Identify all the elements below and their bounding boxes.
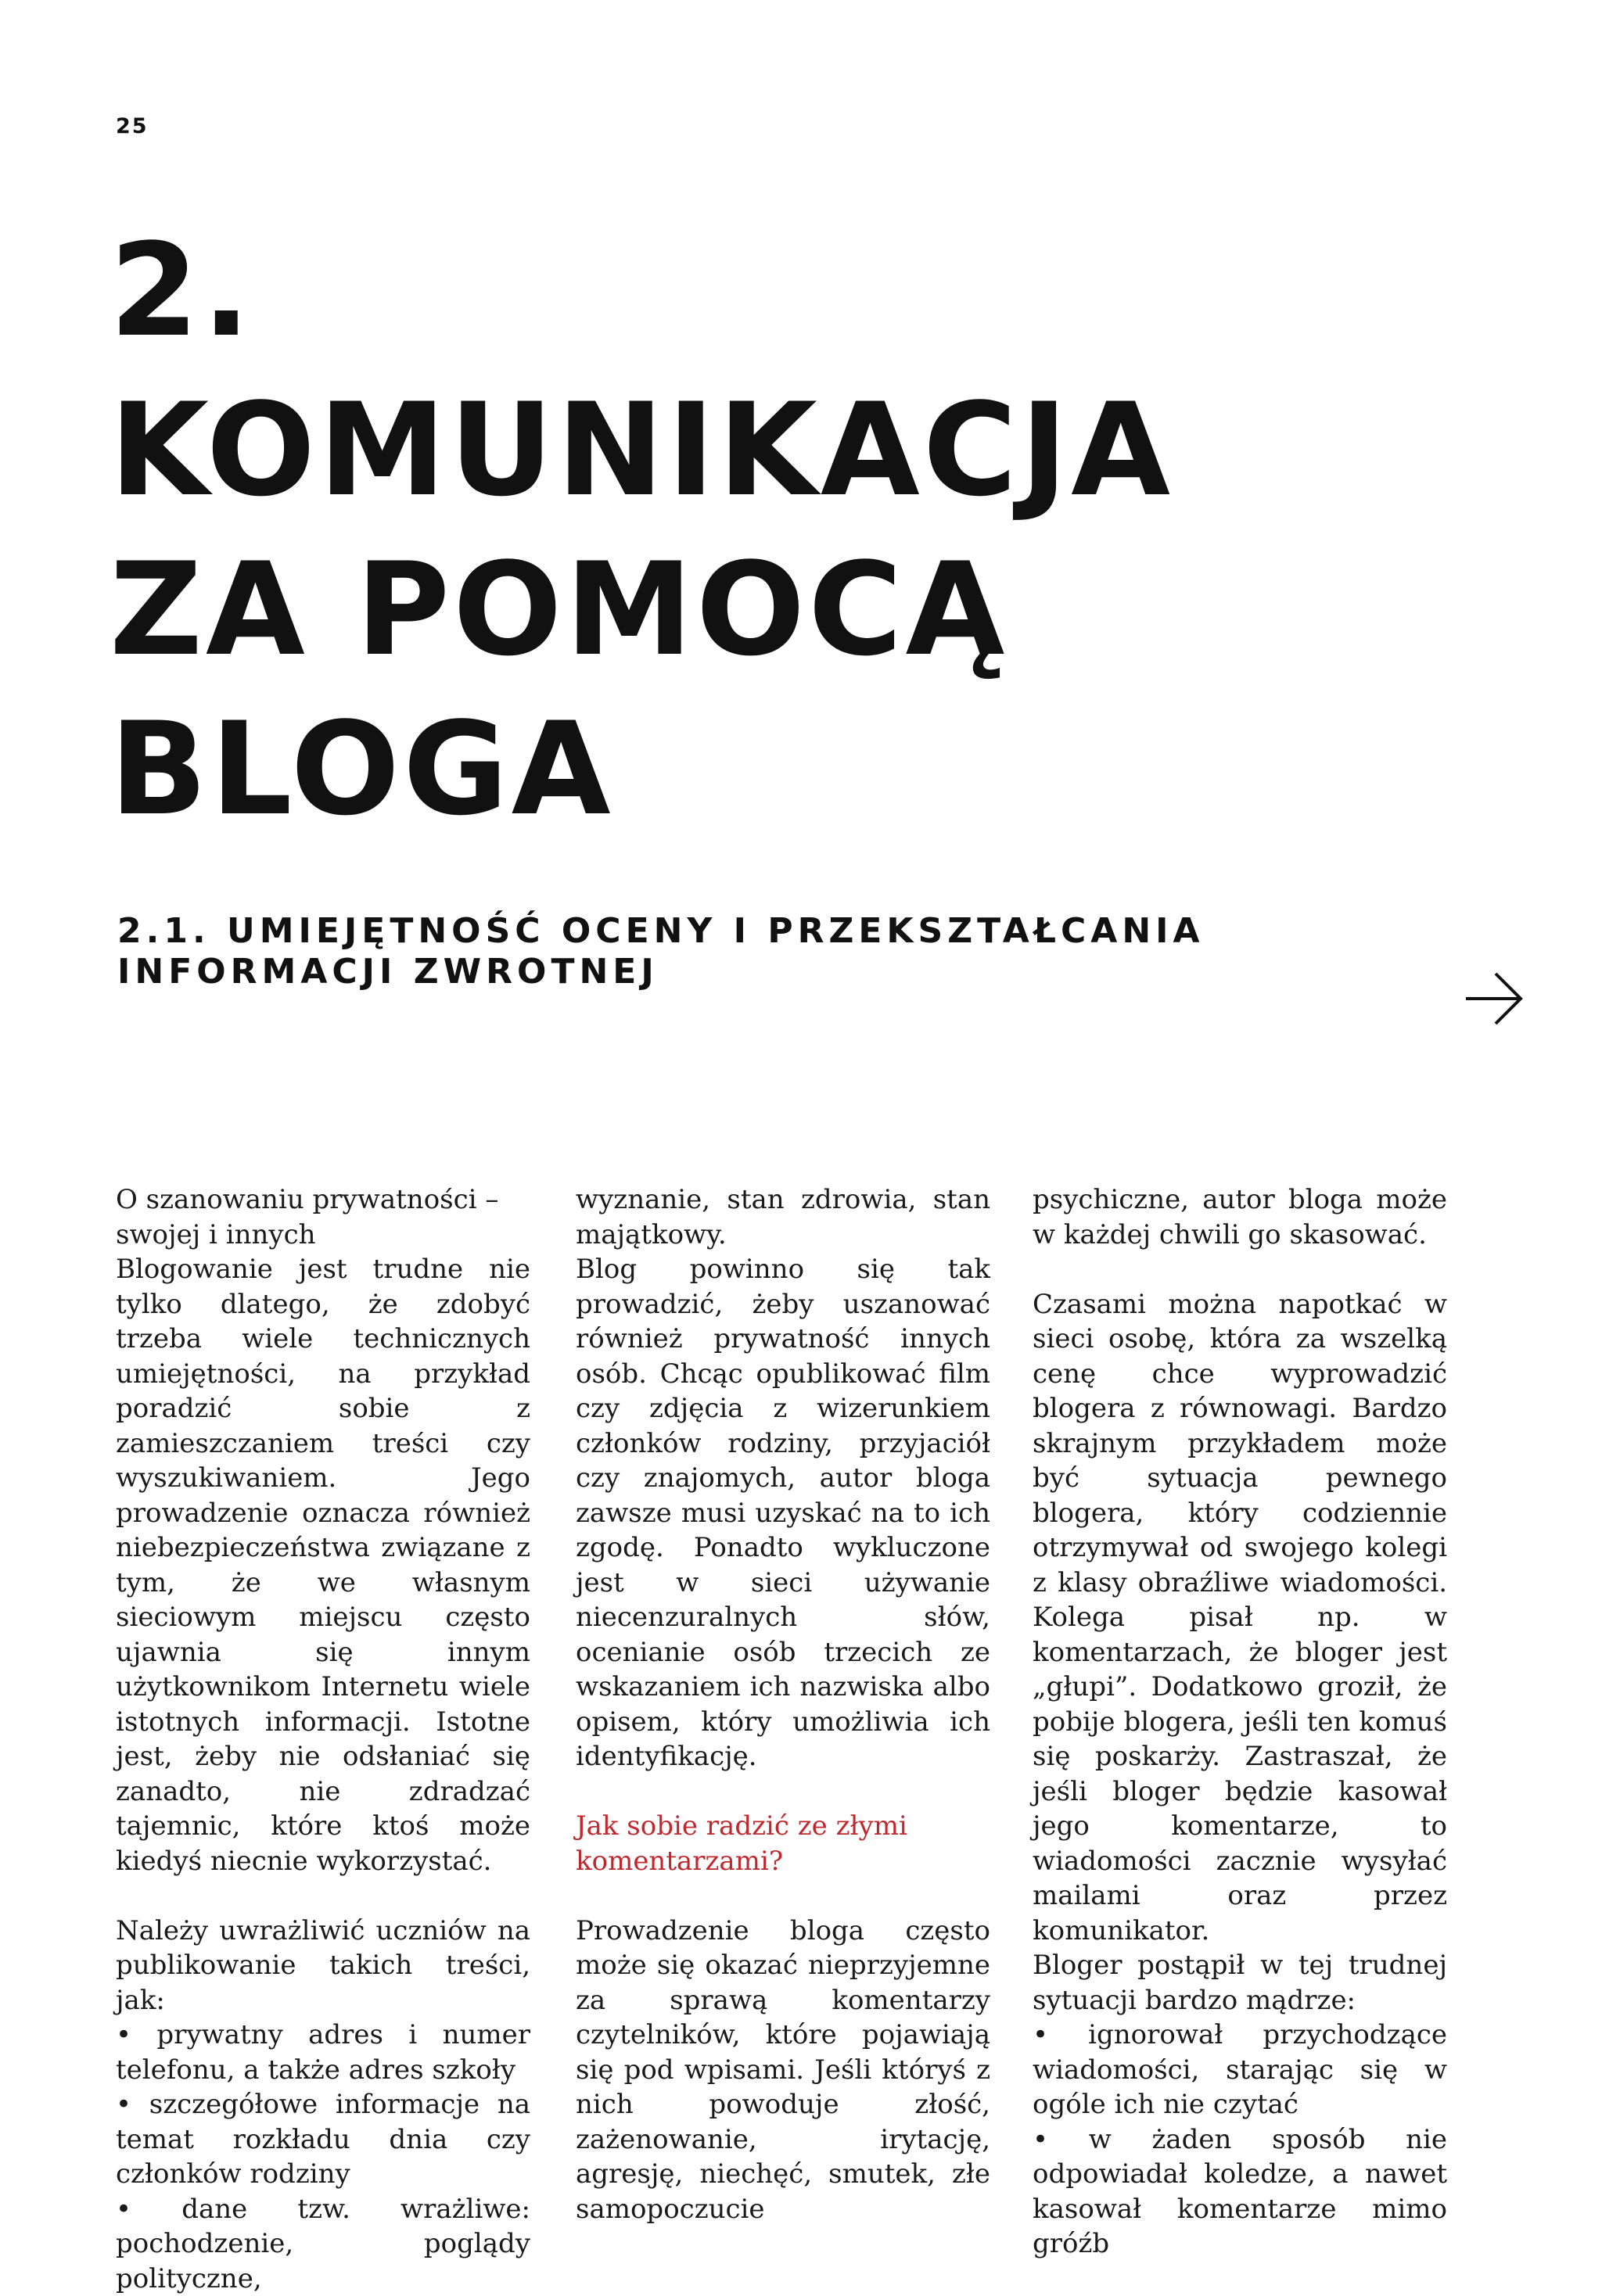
- paragraph: Blog powinno się tak prowadzić, żeby uszanować również prywatność innych osób. Chcąc opublikować film czy zdjęcia z wizerunkiem członków rodziny, przyjaciół czy znajomych, autor bloga zawsze musi uzyskać na to ich zgodę. Ponadto wykluczone jest w sieci używanie niecenzuralnych słów, ocenianie osób trzecich ze wskazaniem ich nazwiska albo opisem, który umożliwia ich identyfikację.: [576, 1252, 990, 1774]
- subheading: Jak sobie radzić ze złymi komentarzami?: [576, 1809, 990, 1878]
- chapter-title: [110, 211, 1173, 849]
- paragraph: Należy uwrażliwić uczniów na publikowanie takich treści, jak:: [116, 1914, 530, 2018]
- bullet-list: [1033, 2018, 1447, 2262]
- paragraph: Bloger postąpił w tej trudnej sytuacji bardzo mądrze:: [1033, 1948, 1447, 2018]
- text-column-2: [576, 1182, 990, 2226]
- list-item: • ignorował przychodzące wiadomości, starając się w ogóle ich nie czytać: [1033, 2018, 1447, 2122]
- chapter-title-line-1: KOMUNIKACJA: [110, 371, 1173, 530]
- list-item: • dane tzw. wrażliwe: pochodzenie, poglądy polityczne,: [116, 2192, 530, 2296]
- text-column-3: [1033, 1182, 1447, 2262]
- chapter-title-line-2: ZA POMOCĄ: [110, 530, 1173, 690]
- page-number: 25: [116, 114, 149, 138]
- arrow-right-icon: [1463, 970, 1525, 1028]
- chapter-title-line-3: BLOGA: [110, 690, 1173, 849]
- paragraph: Czasami można napotkać w sieci osobę, która za wszelką cenę chce wyprowadzić blogera z równowagi. Bardzo skrajnym przykładem może być sytuacja pewnego blogera, który codziennie otrzymywał od swojego kolegi z klasy obraźliwe wiadomości. Kolega pisał np. w komentarzach, że bloger jest „głupi”. Dodatkowo groził, że pobije blogera, jeśli ten komuś się poskarży. Zastraszał, że jeśli bloger będzie kasował jego komentarze, to wiadomości zacznie wysyłać mailami oraz przez komunikator.: [1033, 1287, 1447, 1949]
- paragraph: Blogowanie jest trudne nie tylko dlatego, że zdobyć trzeba wiele technicznych umiejętności, na przykład poradzić sobie z zamieszczaniem treści czy wyszukiwaniem. Jego prowadzenie oznacza również niebezpieczeństwa związane z tym, że we własnym sieciowym miejscu często ujawnia się innym użytkownikom Internetu wiele istotnych informacji. Istotne jest, żeby nie odsłaniać się zanadto, nie zdradzać tajemnic, które ktoś może kiedyś niecnie wykorzystać.: [116, 1252, 530, 1878]
- chapter-number: 2.: [110, 211, 1173, 371]
- paragraph: wyznanie, stan zdrowia, stan majątkowy.: [576, 1182, 990, 1252]
- paragraph: Prowadzenie bloga często może się okazać nieprzyjemne za sprawą komentarzy czytelników, które pojawiają się pod wpisami. Jeśli któryś z nich powoduje złość, zażenowanie, irytację, agresję, niechęć, smutek, złe samopoczucie: [576, 1914, 990, 2227]
- list-item: • w żaden sposób nie odpowiadał koledze, a nawet kasował komentarze mimo gróźb: [1033, 2122, 1447, 2262]
- list-item: • szczegółowe informacje na temat rozkładu dnia czy członków rodziny: [116, 2087, 530, 2192]
- bullet-list: [116, 2018, 530, 2296]
- section-title: 2.1. UMIEJĘTNOŚĆ OCENY I PRZEKSZTAŁCANIA INFORMACJI ZWROTNEJ: [117, 911, 1447, 992]
- paragraph: psychiczne, autor bloga może w każdej chwili go skasować.: [1033, 1182, 1447, 1252]
- paragraph: O szanowaniu prywatności – swojej i innych: [116, 1182, 530, 1252]
- text-column-1: [116, 1182, 530, 2296]
- list-item: • prywatny adres i numer telefonu, a także adres szkoły: [116, 2018, 530, 2087]
